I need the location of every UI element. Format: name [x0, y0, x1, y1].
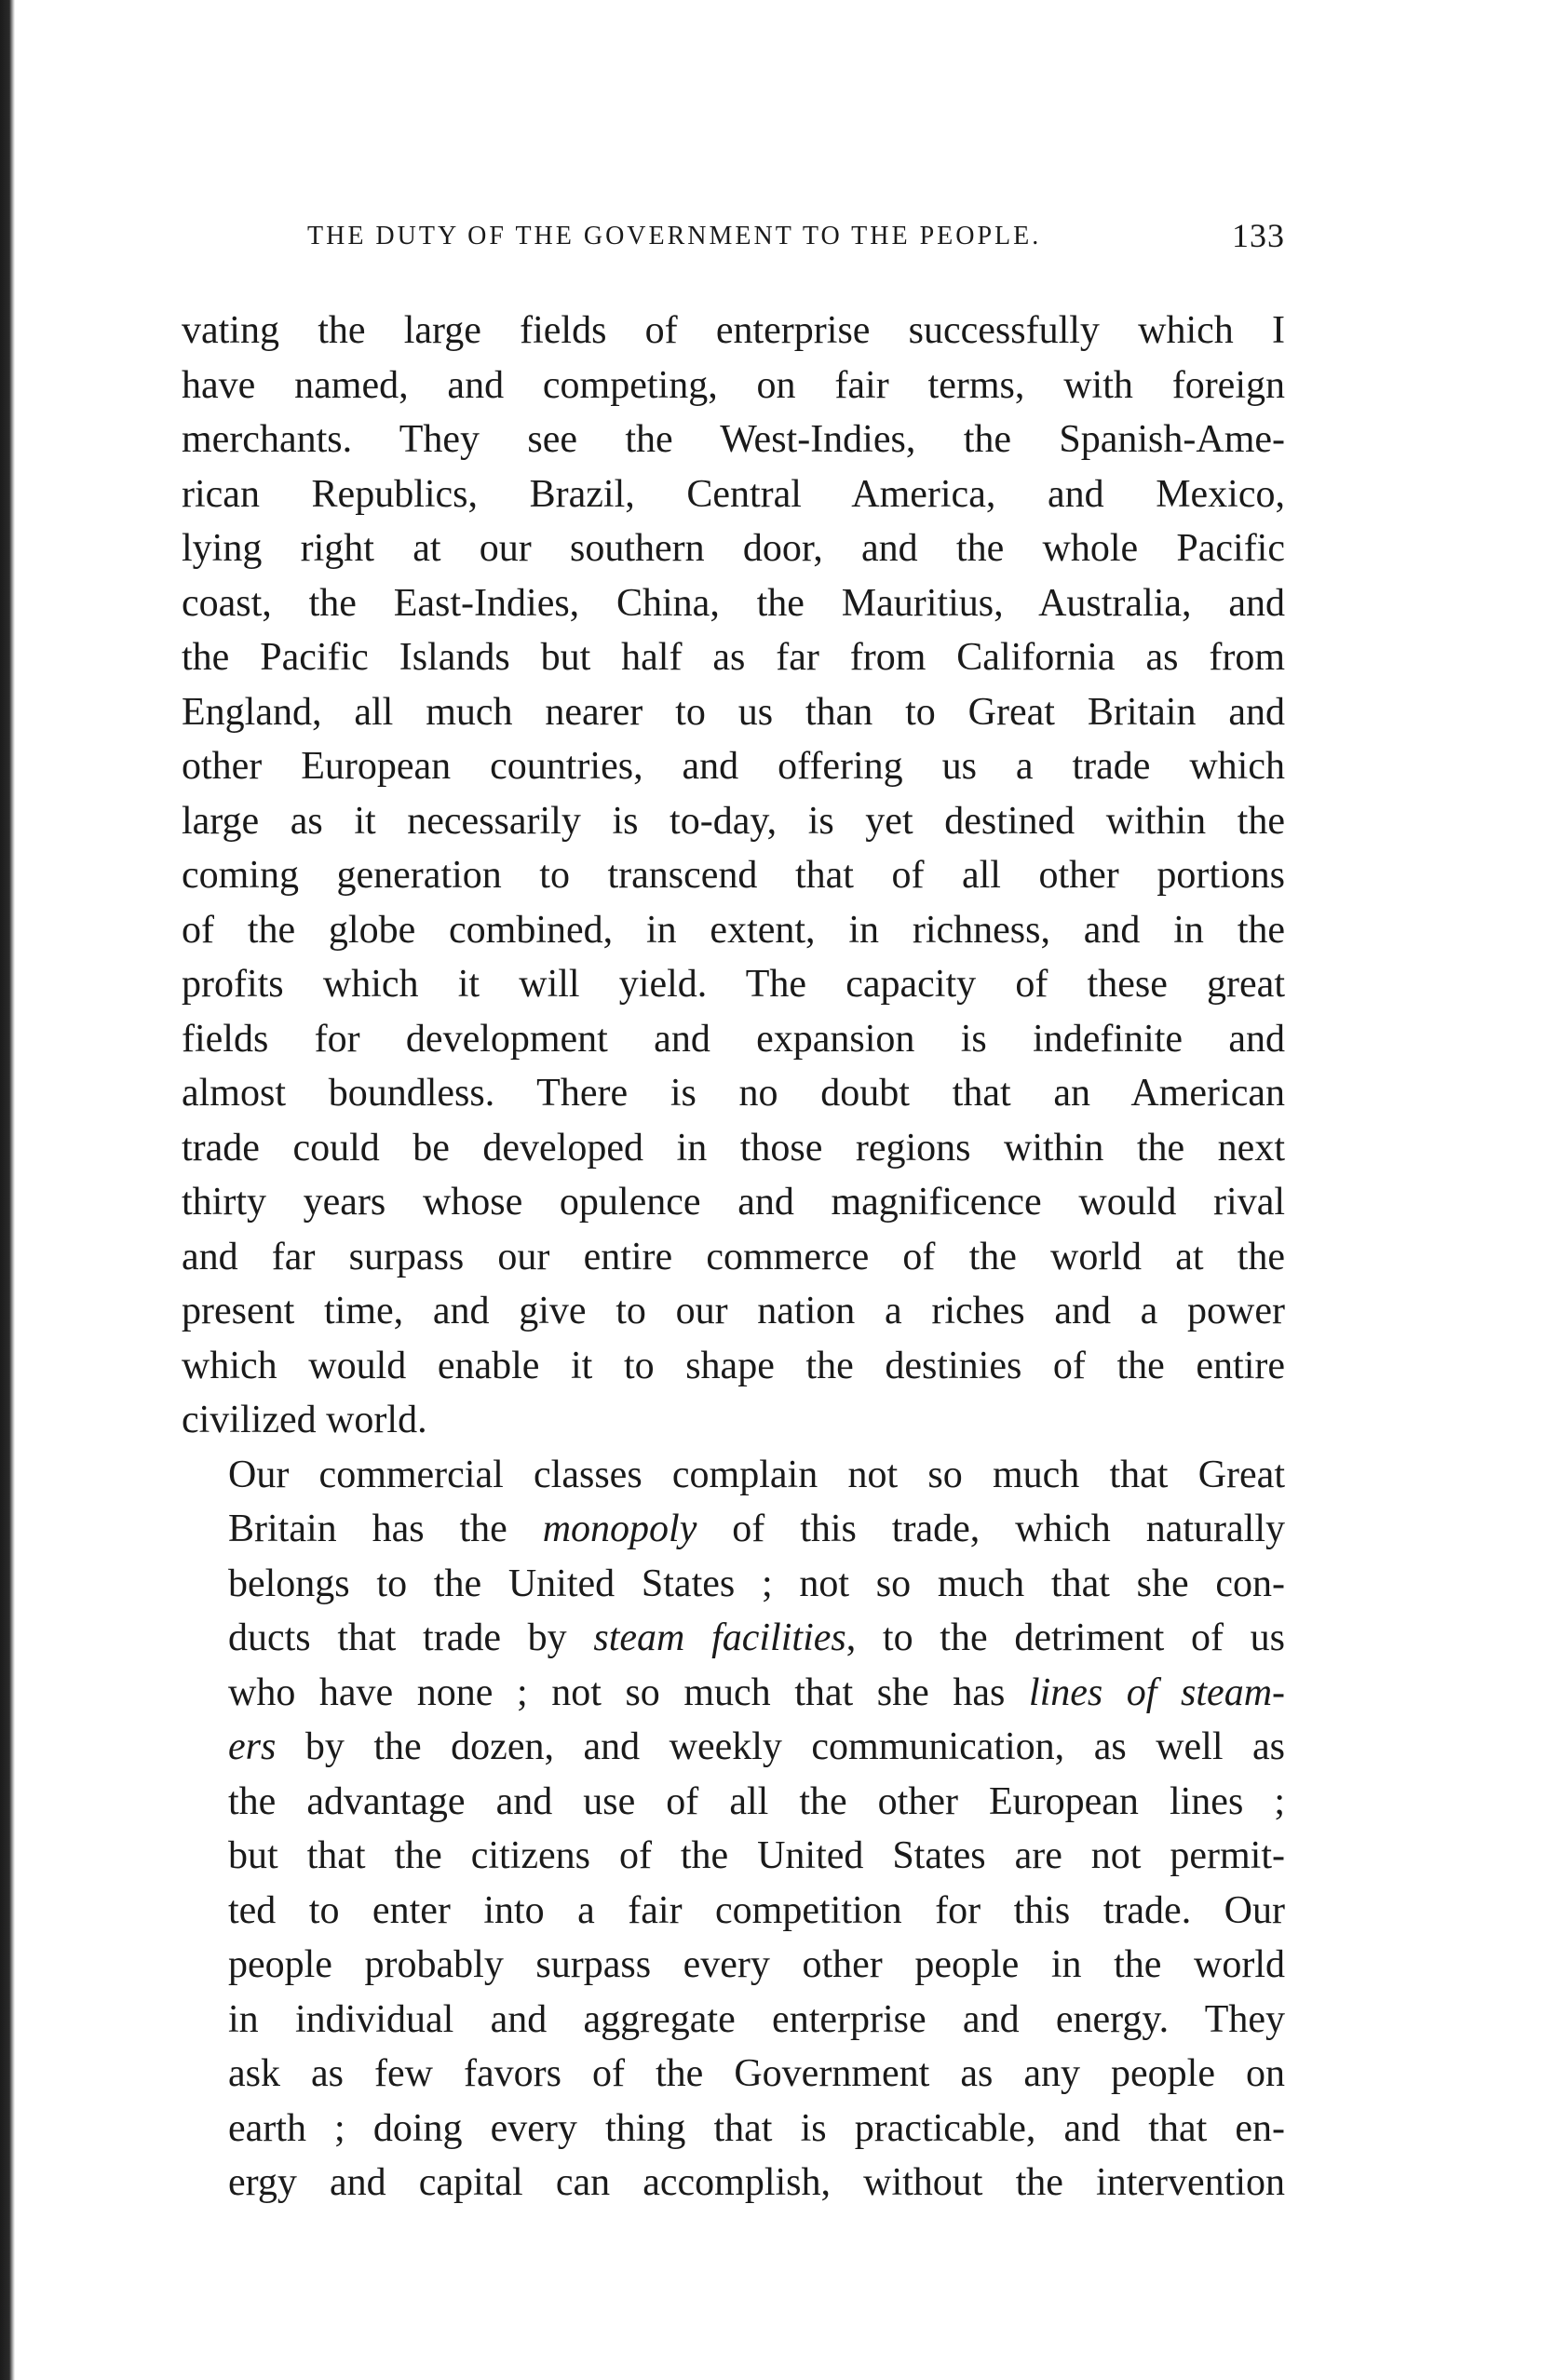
text-line: the advantage and use of all the other European lines ;: [228, 1779, 1285, 1823]
italic-text: steam facilities: [593, 1616, 846, 1659]
text-line: vating the large fields of enterprise successfully which I: [182, 309, 1285, 352]
text-line: coast, the East-Indies, China, the Mauritius, Australia, and: [182, 581, 1285, 625]
text-line: England, all much nearer to us than to Great Britain and: [182, 690, 1285, 734]
body-text: [182, 304, 1285, 2211]
text-line: have named, and competing, on fair terms, with foreign: [182, 363, 1285, 407]
text-line: Our commercial classes complain not so much that Great: [228, 1453, 1285, 1496]
text-line: people probably surpass every other people in the world: [228, 1943, 1285, 1986]
text-line: [182, 1720, 1285, 1775]
text-line: ted to enter into a fair competition for this trade. Our: [228, 1888, 1285, 1932]
running-title: THE DUTY OF THE GOVERNMENT TO THE PEOPLE.: [307, 222, 1042, 250]
page-number: 133: [1232, 217, 1285, 254]
text-line: rican Republics, Brazil, Central America, and Mexico,: [182, 472, 1285, 516]
text-line: ergy and capital can accomplish, without the intervention: [228, 2161, 1285, 2204]
text-line: ask as few favors of the Government as any people on: [228, 2052, 1285, 2095]
text-line: [182, 1611, 1285, 1666]
paragraph: [182, 1448, 1285, 2211]
text-line: fields for development and expansion is indefinite and: [182, 1017, 1285, 1061]
text-line: [182, 1502, 1285, 1557]
text-run: Britain has the: [228, 1508, 543, 1550]
text-line: lying right at our southern door, and the whole Pacific: [182, 527, 1285, 570]
text-line: earth ; doing every thing that is practicable, and that en-: [228, 2106, 1285, 2150]
italic-text: monopoly: [542, 1508, 697, 1550]
book-page: [182, 216, 1285, 2211]
text-line: civilized world.: [182, 1399, 427, 1441]
text-run: who have none ; not so much that she has: [228, 1670, 1029, 1714]
page-binding-edge: [0, 0, 15, 2380]
text-line: of the globe combined, in extent, in richness, and in the: [182, 908, 1285, 952]
text-line: but that the citizens of the United States are not permit-: [228, 1834, 1285, 1877]
text-line: in individual and aggregate enterprise and energy. They: [228, 1997, 1285, 2041]
text-run: ducts that trade by: [228, 1616, 594, 1659]
text-line: merchants. They see the West-Indies, the Spanish-Ame-: [182, 418, 1285, 461]
italic-text: lines of steam-: [1028, 1670, 1286, 1714]
paragraph-continued: [182, 304, 1285, 1448]
text-line: profits which it will yield. The capacity of these great: [182, 963, 1285, 1006]
text-line: large as it necessarily is to-day, is yet destined within the: [182, 799, 1285, 843]
italic-text: ers: [228, 1725, 277, 1768]
text-line: [182, 1666, 1285, 1721]
text-line: trade could be developed in those regions within the next: [182, 1126, 1285, 1170]
text-line: and far surpass our entire commerce of the world at the: [182, 1235, 1285, 1278]
text-line: the Pacific Islands but half as far from California as from: [182, 636, 1285, 679]
text-line: almost boundless. There is no doubt that an American: [182, 1072, 1285, 1115]
running-header: [182, 216, 1285, 272]
text-line: present time, and give to our nation a riches and a power: [182, 1290, 1285, 1332]
text-line: other European countries, and offering us a trade which: [182, 745, 1285, 788]
text-run: , to the detriment of us: [845, 1616, 1285, 1659]
text-line: which would enable it to shape the destinies of the entire: [182, 1344, 1285, 1387]
text-line: coming generation to transcend that of all other portions: [182, 854, 1285, 897]
text-line: belongs to the United States ; not so much that she con-: [228, 1562, 1285, 1605]
text-run: by the dozen, and weekly communication, as well as: [276, 1725, 1285, 1768]
text-run: of this trade, which naturally: [697, 1508, 1285, 1550]
text-line: thirty years whose opulence and magnificence would rival: [182, 1181, 1285, 1224]
